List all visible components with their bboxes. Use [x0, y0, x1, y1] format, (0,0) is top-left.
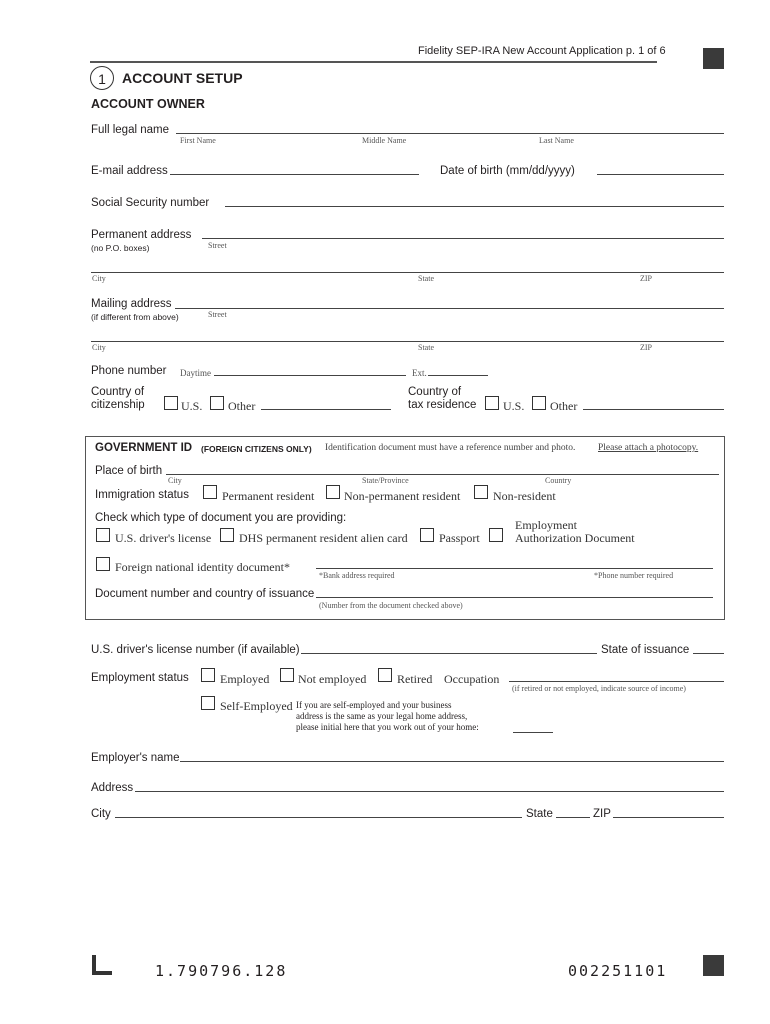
not-employed-label: Not employed [298, 672, 367, 686]
tax-us-label: U.S. [503, 399, 525, 413]
dl-number-label: U.S. driver's license number (if available) [91, 644, 300, 656]
permanent-resident-checkbox[interactable] [203, 485, 217, 499]
income-source-hint: (if retired or not employed, indicate source of income) [512, 684, 686, 693]
self-employed-note-2: address is the same as your legal home address, [296, 711, 468, 721]
form-code-right: 002251101 [568, 962, 668, 980]
occupation-label: Occupation [444, 672, 500, 686]
daytime-hint: Daytime [180, 368, 211, 378]
self-employed-label: Self-Employed [220, 699, 293, 713]
immigration-status-label: Immigration status [95, 489, 189, 501]
employer-state-field[interactable] [556, 817, 590, 818]
dob-field[interactable] [597, 174, 724, 175]
place-of-birth-label: Place of birth [95, 465, 163, 477]
full-legal-name-label: Full legal name [91, 124, 169, 136]
self-employed-note-3: please initial here that you work out of your home: [296, 722, 479, 732]
employer-state-label: State [526, 808, 553, 820]
retired-label: Retired [397, 672, 433, 686]
middle-name-hint: Middle Name [362, 136, 407, 145]
employer-name-label: Employer's name [91, 752, 180, 764]
employed-checkbox[interactable] [201, 668, 215, 682]
permanent-zip-hint: ZIP [640, 274, 652, 283]
check-document-label: Check which type of document you are providing: [95, 512, 347, 524]
mailing-address-label: Mailing address [91, 298, 172, 310]
citizenship-us-checkbox[interactable] [164, 396, 178, 410]
registration-mark-top-right [703, 48, 724, 69]
mailing-city-hint: City [92, 343, 106, 352]
occupation-field[interactable] [509, 681, 724, 682]
birth-country-hint: Country [545, 476, 572, 485]
employer-city-field[interactable] [115, 817, 522, 818]
permanent-resident-label: Permanent resident [222, 489, 315, 503]
employed-label: Employed [220, 672, 270, 686]
citizenship-label-2: citizenship [91, 399, 145, 411]
foreign-id-checkbox[interactable] [96, 557, 110, 571]
non-permanent-resident-checkbox[interactable] [326, 485, 340, 499]
government-id-title: GOVERNMENT ID [95, 442, 193, 454]
registration-mark-bottom-left [92, 955, 112, 975]
ssn-label: Social Security number [91, 197, 210, 209]
no-po-boxes-note: (no P.O. boxes) [91, 243, 150, 253]
phone-ext-field[interactable] [428, 375, 488, 376]
mailing-street-hint: Street [208, 310, 227, 319]
mailing-street-field[interactable] [175, 308, 724, 309]
attach-photocopy-note: Please attach a photocopy. [598, 443, 699, 453]
phone-label: Phone number [91, 365, 167, 377]
mailing-state-hint: State [418, 343, 434, 352]
citizenship-other-field[interactable] [261, 409, 391, 410]
place-of-birth-field[interactable] [166, 474, 719, 475]
permanent-state-hint: State [418, 274, 434, 283]
employer-address-label: Address [91, 782, 134, 794]
passport-label: Passport [439, 531, 480, 545]
government-id-description: Identification document must have a reference number and photo. [325, 443, 576, 453]
last-name-hint: Last Name [539, 136, 574, 145]
self-employed-note-1: If you are self-employed and your business [296, 700, 452, 710]
employer-address-field[interactable] [135, 791, 724, 792]
employment-authorization-label-1: Employment [515, 518, 577, 532]
tax-other-field[interactable] [583, 409, 724, 410]
passport-checkbox[interactable] [420, 528, 434, 542]
employer-zip-field[interactable] [613, 817, 724, 818]
phone-field[interactable] [214, 375, 406, 376]
permanent-street-field[interactable] [202, 238, 724, 239]
bank-address-required-note: *Bank address required [319, 571, 395, 580]
citizenship-us-label: U.S. [181, 399, 203, 413]
ext-hint: Ext. [412, 368, 427, 378]
employer-zip-label: ZIP [593, 808, 611, 820]
citizenship-label-1: Country of [91, 386, 145, 398]
tax-other-label: Other [550, 399, 578, 413]
not-employed-checkbox[interactable] [280, 668, 294, 682]
retired-checkbox[interactable] [378, 668, 392, 682]
state-of-issuance-field[interactable] [693, 653, 724, 654]
permanent-city-field[interactable] [91, 272, 724, 273]
employment-authorization-checkbox[interactable] [489, 528, 503, 542]
document-number-label: Document number and country of issuance [95, 588, 315, 600]
section-number-circle [90, 66, 114, 90]
registration-mark-bottom-right [703, 955, 724, 976]
citizenship-other-checkbox[interactable] [210, 396, 224, 410]
first-name-hint: First Name [180, 136, 216, 145]
form-code-left: 1.790796.128 [155, 962, 288, 980]
permanent-city-hint: City [92, 274, 106, 283]
employment-authorization-label-2: Authorization Document [515, 531, 635, 545]
document-number-hint: (Number from the document checked above) [319, 601, 463, 610]
home-initial-field[interactable] [513, 732, 553, 733]
section-number: 1 [98, 71, 106, 87]
dl-number-field[interactable] [301, 653, 597, 654]
self-employed-checkbox[interactable] [201, 696, 215, 710]
mailing-city-field[interactable] [91, 341, 724, 342]
foreign-citizens-note: (FOREIGN CITIZENS ONLY) [201, 444, 312, 454]
email-field[interactable] [170, 174, 419, 175]
if-different-note: (if different from above) [91, 312, 179, 322]
non-resident-label: Non-resident [493, 489, 556, 503]
section-title: ACCOUNT SETUP [122, 70, 243, 86]
phone-required-note: *Phone number required [594, 571, 674, 580]
dob-label: Date of birth (mm/dd/yyyy) [440, 165, 575, 177]
employment-status-label: Employment status [91, 672, 189, 684]
drivers-license-checkbox[interactable] [96, 528, 110, 542]
birth-state-hint: State/Province [362, 476, 409, 485]
non-resident-checkbox[interactable] [474, 485, 488, 499]
employer-name-field[interactable] [180, 761, 724, 762]
foreign-id-label: Foreign national identity document* [115, 560, 290, 574]
tax-us-checkbox[interactable] [485, 396, 499, 410]
dhs-card-checkbox[interactable] [220, 528, 234, 542]
mailing-zip-hint: ZIP [640, 343, 652, 352]
header-rule [90, 61, 657, 63]
permanent-address-label: Permanent address [91, 229, 192, 241]
drivers-license-label: U.S. driver's license [115, 531, 212, 545]
state-of-issuance-label: State of issuance [601, 644, 690, 656]
form-header-title: Fidelity SEP-IRA New Account Application p. 1 of 6 [418, 45, 666, 57]
foreign-id-field[interactable] [316, 568, 713, 569]
email-label: E-mail address [91, 165, 168, 177]
dhs-card-label: DHS permanent resident alien card [239, 531, 408, 545]
tax-residence-label-2: tax residence [408, 399, 477, 411]
employer-city-label: City [91, 808, 111, 820]
section-subtitle: ACCOUNT OWNER [91, 97, 205, 111]
tax-other-checkbox[interactable] [532, 396, 546, 410]
document-number-field[interactable] [316, 597, 713, 598]
citizenship-other-label: Other [228, 399, 256, 413]
ssn-field[interactable] [225, 206, 724, 207]
non-permanent-resident-label: Non-permanent resident [344, 489, 461, 503]
birth-city-hint: City [168, 476, 182, 485]
permanent-street-hint: Street [208, 241, 227, 250]
full-legal-name-field[interactable] [176, 133, 724, 134]
tax-residence-label-1: Country of [408, 386, 462, 398]
